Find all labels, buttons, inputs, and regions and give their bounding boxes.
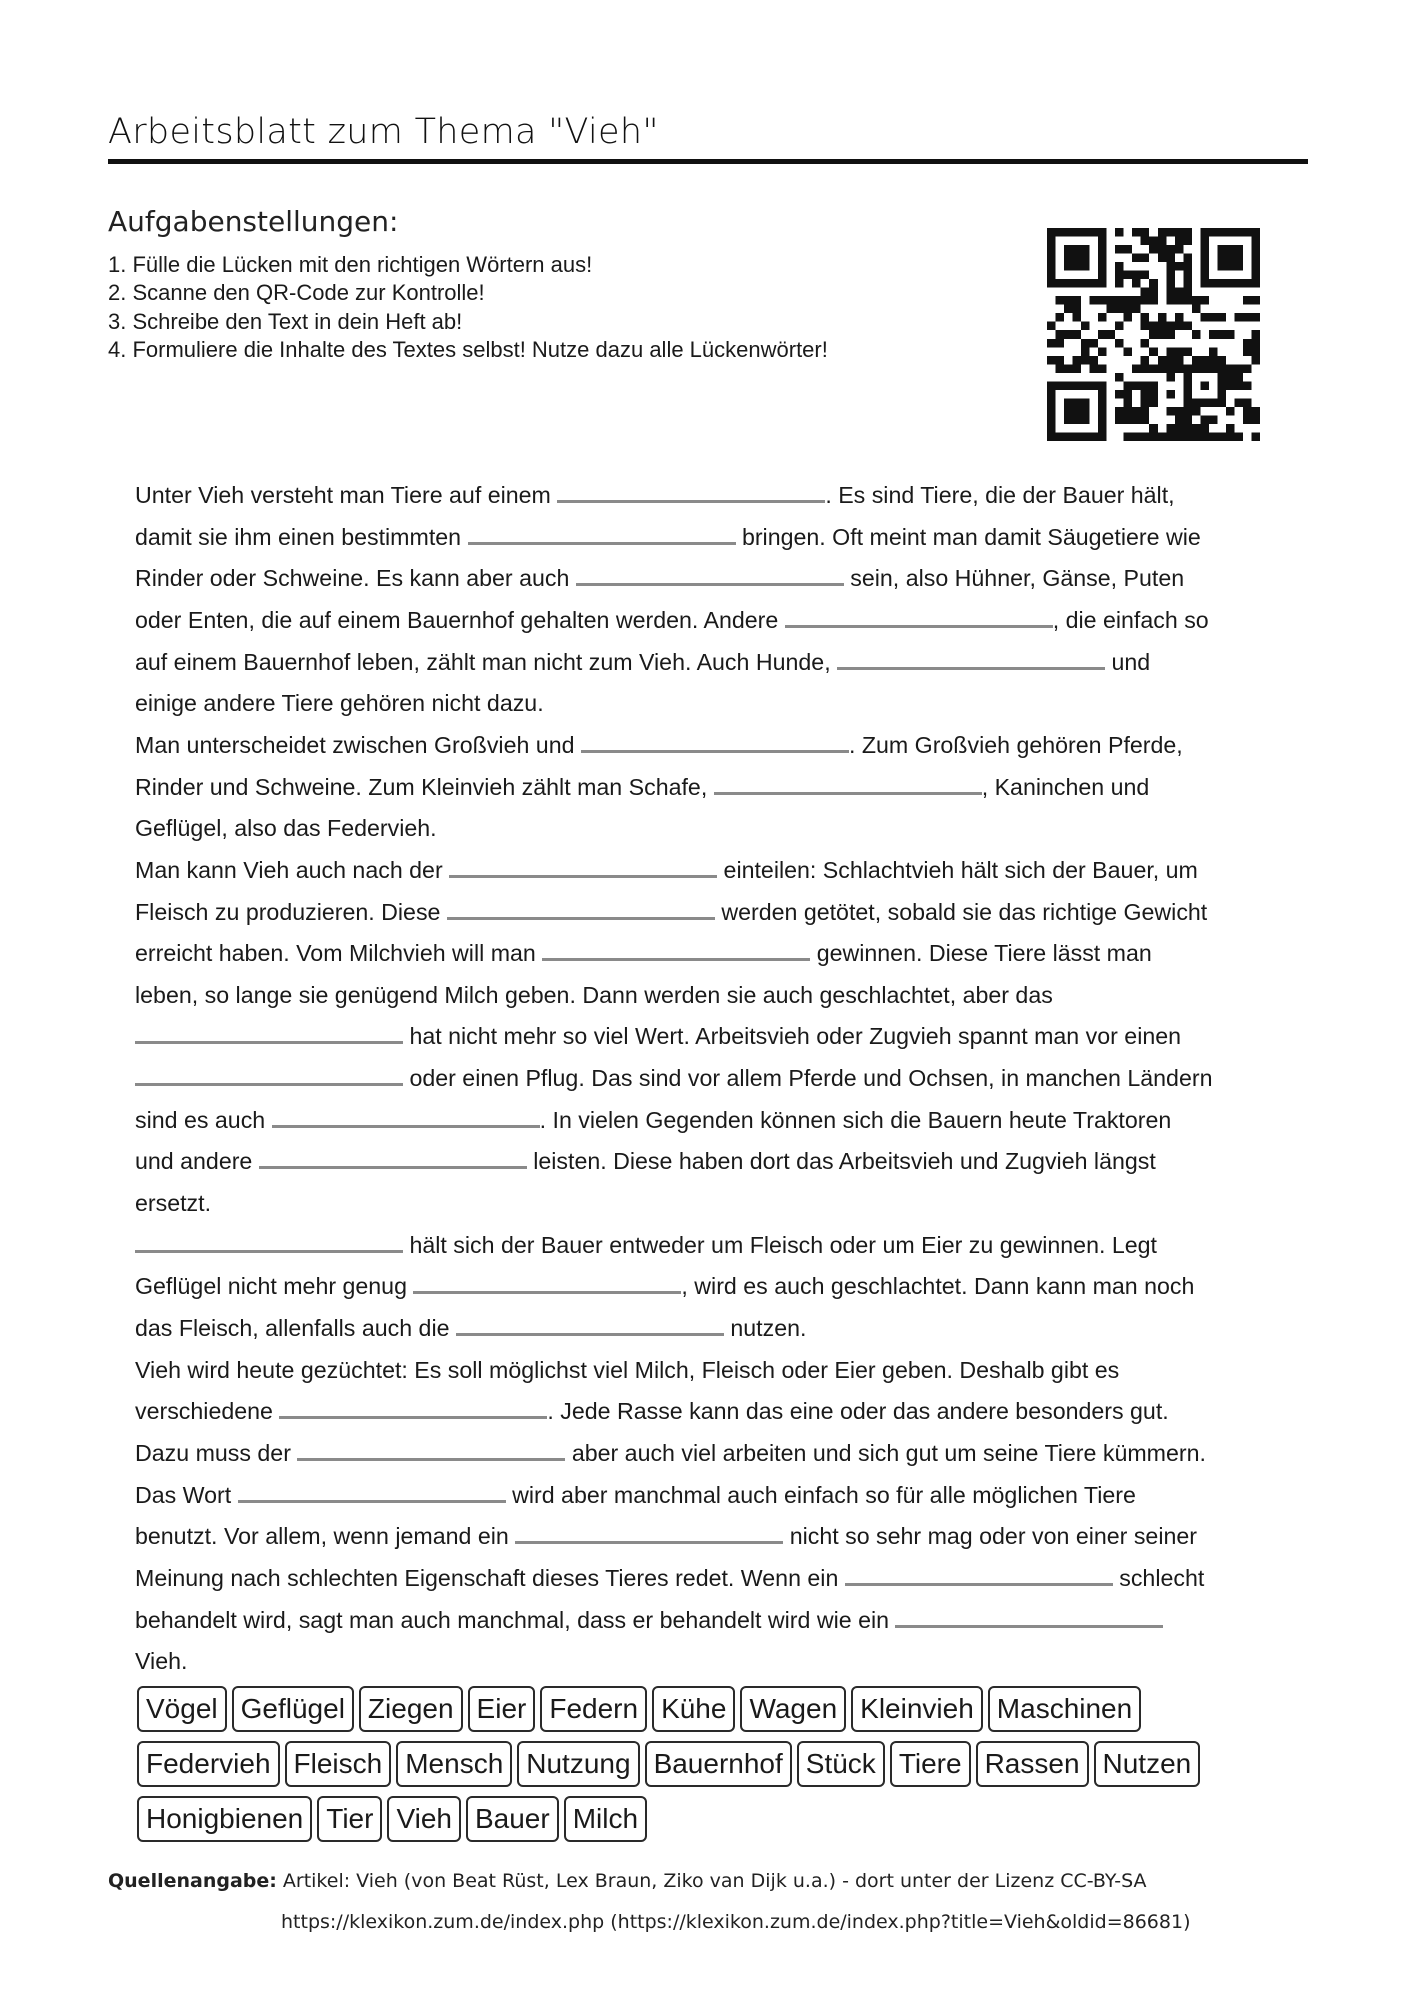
blank-field[interactable] bbox=[845, 1564, 1113, 1586]
text-segment: schlecht bbox=[1112, 1565, 1205, 1591]
text-line bbox=[135, 1140, 1156, 1182]
word-bank bbox=[137, 1686, 1287, 1851]
text-segment: auf einem Bauernhof leben, zählt man nicht zum Vieh. Auch Hunde, bbox=[135, 649, 838, 675]
text-segment: , wird es auch geschlachtet. Dann kann man noch bbox=[681, 1273, 1195, 1299]
text-line bbox=[135, 1640, 187, 1682]
word-chip[interactable]: Honigbienen bbox=[137, 1796, 312, 1842]
text-line bbox=[135, 849, 1198, 891]
word-chip[interactable]: Maschinen bbox=[988, 1686, 1141, 1732]
text-segment: Geflügel, also das Federvieh. bbox=[135, 815, 437, 841]
text-segment: , die einfach so bbox=[1052, 607, 1209, 633]
task-item: 3. Schreibe den Text in dein Heft ab! bbox=[108, 308, 463, 334]
task-list bbox=[108, 251, 828, 365]
source-citation bbox=[108, 1870, 1147, 1892]
text-line bbox=[135, 1099, 1171, 1141]
word-chip[interactable]: Bauernhof bbox=[645, 1741, 792, 1787]
text-segment: gewinnen. Diese Tiere lässt man bbox=[810, 940, 1152, 966]
tasks-heading: Aufgabenstellungen: bbox=[108, 205, 399, 238]
text-line bbox=[135, 557, 1184, 599]
text-line bbox=[135, 807, 437, 849]
text-segment: Meinung nach schlechten Eigenschaft dieses Tieres redet. Wenn ein bbox=[135, 1565, 845, 1591]
text-segment: Rinder oder Schweine. Es kann aber auch bbox=[135, 565, 576, 591]
source-text: Artikel: Vieh (von Beat Rüst, Lex Braun, Ziko van Dijk u.a.) - dort unter der Lizenz CC-BY-SA bbox=[276, 1870, 1147, 1892]
text-line bbox=[135, 1390, 1169, 1432]
blank-field[interactable] bbox=[135, 1022, 403, 1044]
text-segment: bringen. Oft meint man damit Säugetiere wie bbox=[735, 524, 1201, 550]
blank-field[interactable] bbox=[447, 898, 715, 920]
text-segment: Unter Vieh versteht man Tiere auf einem bbox=[135, 482, 558, 508]
word-chip[interactable]: Tier bbox=[317, 1796, 382, 1842]
page-title: Arbeitsblatt zum Thema "Vieh" bbox=[108, 112, 659, 152]
blank-field[interactable] bbox=[279, 1397, 547, 1419]
text-segment: einteilen: Schlachtvieh hält sich der Bauer, um bbox=[717, 857, 1198, 883]
text-segment: behandelt wird, sagt man auch manchmal, dass er behandelt wird wie ein bbox=[135, 1607, 896, 1633]
title-divider bbox=[108, 159, 1308, 164]
blank-field[interactable] bbox=[714, 773, 982, 795]
text-segment: damit sie ihm einen bestimmten bbox=[135, 524, 468, 550]
text-line bbox=[135, 724, 1183, 766]
text-line bbox=[135, 1182, 211, 1224]
text-segment: verschiedene bbox=[135, 1398, 280, 1424]
text-segment: . Jede Rasse kann das eine oder das andere besonders gut. bbox=[547, 1398, 1169, 1424]
text-line bbox=[135, 516, 1201, 558]
blank-field[interactable] bbox=[576, 564, 844, 586]
word-chip[interactable]: Ziegen bbox=[359, 1686, 463, 1732]
text-segment: oder einen Pflug. Das sind vor allem Pferde und Ochsen, in manchen Ländern bbox=[403, 1065, 1213, 1091]
text-segment: Dazu muss der bbox=[135, 1440, 298, 1466]
word-chip[interactable]: Milch bbox=[564, 1796, 647, 1842]
text-segment: Vieh. bbox=[135, 1648, 188, 1674]
text-line bbox=[135, 891, 1207, 933]
word-chip[interactable]: Tiere bbox=[890, 1741, 971, 1787]
blank-field[interactable] bbox=[272, 1106, 540, 1128]
blank-field[interactable] bbox=[581, 731, 849, 753]
task-item: 4. Formuliere die Inhalte des Textes selbst! Nutze dazu alle Lückenwörter! bbox=[108, 337, 828, 363]
text-segment: . In vielen Gegenden können sich die Bauern heute Traktoren bbox=[539, 1107, 1172, 1133]
text-line bbox=[135, 1474, 1136, 1516]
text-segment: und andere bbox=[135, 1148, 259, 1174]
text-line bbox=[135, 474, 1175, 516]
blank-field[interactable] bbox=[515, 1522, 783, 1544]
text-segment: Rinder und Schweine. Zum Kleinvieh zählt man Schafe, bbox=[135, 774, 714, 800]
text-line bbox=[135, 599, 1209, 641]
word-chip[interactable]: Stück bbox=[797, 1741, 885, 1787]
text-line bbox=[135, 682, 544, 724]
text-segment: nicht so sehr mag oder von einer seiner bbox=[783, 1523, 1197, 1549]
text-segment: und bbox=[1105, 649, 1151, 675]
blank-field[interactable] bbox=[785, 606, 1053, 628]
text-segment: Man unterscheidet zwischen Großvieh und bbox=[135, 732, 581, 758]
text-segment: benutzt. Vor allem, wenn jemand ein bbox=[135, 1523, 516, 1549]
blank-field[interactable] bbox=[557, 481, 825, 503]
text-line bbox=[135, 1224, 1157, 1266]
blank-field[interactable] bbox=[542, 939, 810, 961]
text-line bbox=[135, 1599, 1163, 1641]
blank-field[interactable] bbox=[468, 523, 736, 545]
word-chip[interactable]: Federn bbox=[540, 1686, 647, 1732]
text-segment: einige andere Tiere gehören nicht dazu. bbox=[135, 690, 544, 716]
text-segment: das Fleisch, allenfalls auch die bbox=[135, 1315, 456, 1341]
word-chip[interactable]: Nutzung bbox=[517, 1741, 639, 1787]
text-segment: oder Enten, die auf einem Bauernhof gehalten werden. Andere bbox=[135, 607, 785, 633]
text-segment: wird aber manchmal auch einfach so für alle möglichen Tiere bbox=[505, 1482, 1136, 1508]
text-segment: , Kaninchen und bbox=[981, 774, 1150, 800]
word-chip[interactable]: Federvieh bbox=[137, 1741, 280, 1787]
word-chip[interactable]: Kühe bbox=[652, 1686, 735, 1732]
text-line bbox=[135, 1057, 1212, 1099]
text-segment: erreicht haben. Vom Milchvieh will man bbox=[135, 940, 543, 966]
source-label: Quellenangabe: bbox=[108, 1870, 277, 1892]
blank-field[interactable] bbox=[135, 1231, 403, 1253]
text-line bbox=[135, 1432, 1206, 1474]
text-segment: sind es auch bbox=[135, 1107, 272, 1133]
source-url: https://klexikon.zum.de/index.php (https://klexikon.zum.de/index.php?title=Vieh&oldid=86681) bbox=[281, 1911, 1191, 1933]
blank-field[interactable] bbox=[456, 1314, 724, 1336]
text-segment: . Zum Großvieh gehören Pferde, bbox=[848, 732, 1183, 758]
blank-field[interactable] bbox=[449, 856, 717, 878]
text-segment: ersetzt. bbox=[135, 1190, 212, 1216]
text-segment: leisten. Diese haben dort das Arbeitsvieh und Zugvieh längst bbox=[526, 1148, 1156, 1174]
blank-field[interactable] bbox=[837, 648, 1105, 670]
word-chip[interactable]: Eier bbox=[468, 1686, 536, 1732]
text-line bbox=[135, 1307, 806, 1349]
task-item: 2. Scanne den QR-Code zur Kontrolle! bbox=[108, 280, 485, 306]
blank-field[interactable] bbox=[259, 1147, 527, 1169]
text-segment: nutzen. bbox=[723, 1315, 807, 1341]
text-segment: Vieh wird heute gezüchtet: Es soll möglichst viel Milch, Fleisch oder Eier geben. Deshalb gibt es bbox=[135, 1357, 1120, 1383]
text-segment: Geflügel nicht mehr genug bbox=[135, 1273, 414, 1299]
text-segment: sein, also Hühner, Gänse, Puten bbox=[843, 565, 1185, 591]
blank-field[interactable] bbox=[895, 1606, 1163, 1628]
text-segment: aber auch viel arbeiten und sich gut um seine Tiere kümmern. bbox=[565, 1440, 1206, 1466]
word-chip[interactable]: Rassen bbox=[976, 1741, 1089, 1787]
blank-field[interactable] bbox=[297, 1439, 565, 1461]
word-chip[interactable]: Nutzen bbox=[1094, 1741, 1201, 1787]
word-chip[interactable]: Mensch bbox=[396, 1741, 512, 1787]
text-line bbox=[135, 1265, 1194, 1307]
text-line bbox=[135, 974, 1053, 1016]
task-item: 1. Fülle die Lücken mit den richtigen Wörtern aus! bbox=[108, 252, 593, 277]
blank-field[interactable] bbox=[413, 1272, 681, 1294]
text-segment: leben, so lange sie genügend Milch geben. Dann werden sie auch geschlachtet, aber das bbox=[135, 982, 1053, 1008]
word-chip[interactable]: Vieh bbox=[387, 1796, 461, 1842]
text-segment: Das Wort bbox=[135, 1482, 238, 1508]
qr-code-icon bbox=[1047, 228, 1260, 441]
text-segment: hat nicht mehr so viel Wert. Arbeitsvieh oder Zugvieh spannt man vor einen bbox=[403, 1023, 1182, 1049]
word-chip[interactable]: Fleisch bbox=[285, 1741, 392, 1787]
text-line bbox=[135, 766, 1149, 808]
word-chip[interactable]: Bauer bbox=[466, 1796, 559, 1842]
blank-field[interactable] bbox=[238, 1481, 506, 1503]
word-chip[interactable]: Kleinvieh bbox=[851, 1686, 983, 1732]
text-segment: hält sich der Bauer entweder um Fleisch oder um Eier zu gewinnen. Legt bbox=[403, 1232, 1157, 1258]
text-line bbox=[135, 1515, 1197, 1557]
text-line bbox=[135, 641, 1150, 683]
blank-field[interactable] bbox=[135, 1064, 403, 1086]
text-line bbox=[135, 1349, 1119, 1391]
text-segment: Fleisch zu produzieren. Diese bbox=[135, 899, 447, 925]
text-segment: . Es sind Tiere, die der Bauer hält, bbox=[825, 482, 1175, 508]
word-chip[interactable]: Vögel bbox=[137, 1686, 227, 1732]
text-segment: Man kann Vieh auch nach der bbox=[135, 857, 450, 883]
word-chip[interactable]: Wagen bbox=[740, 1686, 846, 1732]
text-segment: werden getötet, sobald sie das richtige Gewicht bbox=[714, 899, 1208, 925]
text-line bbox=[135, 1557, 1204, 1599]
word-chip[interactable]: Geflügel bbox=[232, 1686, 354, 1732]
text-line bbox=[135, 1015, 1181, 1057]
text-line bbox=[135, 932, 1152, 974]
